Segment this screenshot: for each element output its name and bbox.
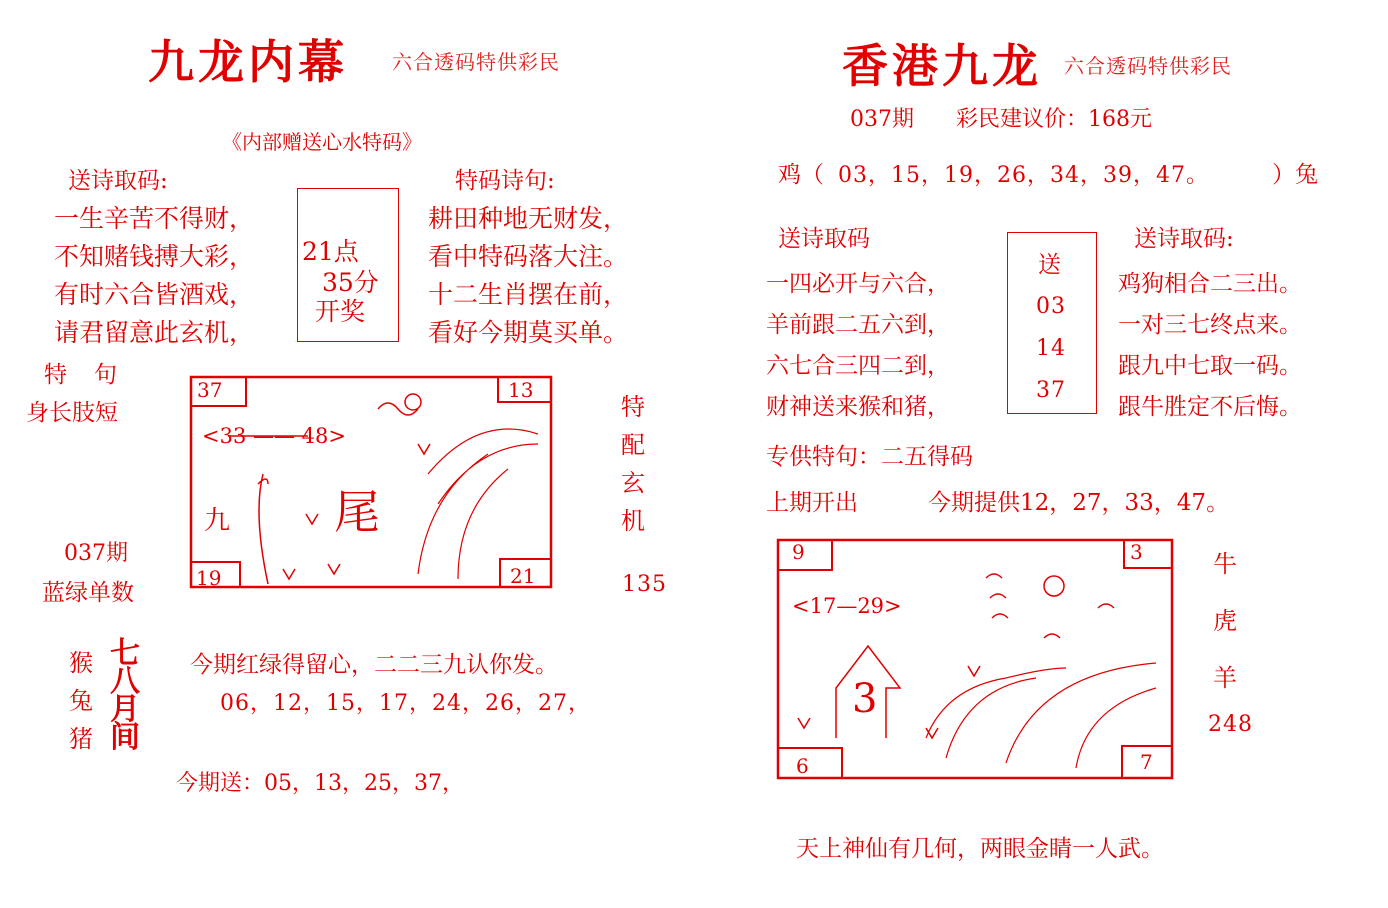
poem-line: 请君留意此玄机， — [54, 318, 255, 347]
frame-corner-bl: 6 — [796, 754, 809, 778]
gift-box-number: 37 — [1036, 378, 1066, 403]
poem-line: 耕田种地无财发， — [428, 204, 629, 233]
red-green-line: 今期红绿得留心，二二三九认你发。 — [190, 652, 558, 678]
poem-line: 财神送来猴和猪， — [766, 394, 950, 420]
left-side-vertical: 特配玄机 — [621, 393, 645, 535]
price: 彩民建议价：168元 — [956, 107, 1152, 132]
left-subtitle: 六合透码特供彩民 — [392, 50, 560, 74]
draw-time-hour: 21点 — [302, 237, 359, 266]
right-poem-left — [766, 264, 950, 428]
frame-corner-tr: 3 — [1130, 540, 1143, 564]
closing-line: 天上神仙有几何，两眼金睛一人武。 — [796, 836, 1164, 862]
numbers-line: 06，12，15，17，24，26，27， — [220, 691, 591, 716]
right-poem-header-left: 送诗取码 — [778, 226, 870, 252]
poem-line: 跟牛胜定不后悔。 — [1118, 394, 1302, 420]
gift-line: 今期送：05，13，25，37， — [176, 771, 464, 796]
phrase-label: 特 句 — [44, 362, 119, 388]
poem-line: 跟九中七取一码。 — [1118, 353, 1302, 379]
right-poem-right — [1118, 264, 1302, 428]
rooster-prefix: 鸡（ — [778, 162, 824, 188]
frame-corner-bl: 19 — [196, 566, 222, 590]
frame-corner-tl: 37 — [197, 378, 223, 402]
draw-time-label: 开奖 — [315, 297, 366, 326]
poem-line: 有时六合皆酒戏， — [54, 280, 255, 309]
offer-numbers: 今期提供12，27，33，47。 — [928, 490, 1230, 516]
right-picture-frame — [776, 538, 1176, 782]
phrase-text: 身长肢短 — [26, 400, 118, 426]
gift-box-number: 14 — [1036, 336, 1066, 361]
right-side-number: 248 — [1208, 712, 1253, 737]
gift-box-number: 03 — [1036, 294, 1066, 319]
poem-line: 十二生肖摆在前， — [428, 280, 629, 309]
rooster-numbers: 03，15，19，26，34，39，47。 — [838, 163, 1209, 188]
left-title: 九龙内幕 — [148, 35, 348, 89]
left-poem-right — [428, 200, 628, 352]
gift-box-label: 送 — [1038, 252, 1061, 278]
frame-corner-br: 7 — [1140, 750, 1153, 774]
right-poem-header-right: 送诗取码: — [1134, 226, 1234, 252]
frame-sketch-number: 3 — [852, 676, 878, 722]
poem-line: 一四必开与六合， — [766, 271, 950, 297]
right-subtitle: 六合透码特供彩民 — [1064, 54, 1232, 78]
special-phrase: 专供特句：二五得码 — [766, 444, 973, 470]
month-column: 七八月间 — [110, 636, 140, 755]
rooster-suffix: ）兔 — [1272, 162, 1318, 188]
poem-line: 鸡狗相合二三出。 — [1118, 271, 1302, 297]
poem-line: 一对三七终点来。 — [1118, 312, 1302, 338]
last-issue: 上期开出 — [766, 490, 858, 516]
frame-sketch-char: 九 — [204, 506, 231, 536]
frame-sketch-tail: 尾 — [334, 485, 380, 539]
poem-line: 看中特码落大注。 — [428, 242, 629, 271]
right-title: 香港九龙 — [842, 39, 1042, 93]
frame-sketch-range: <17—29> — [792, 594, 902, 618]
left-poem-left — [54, 200, 254, 352]
left-special-poem-header: 特码诗句: — [455, 168, 555, 194]
color-hint: 蓝绿单数 — [42, 580, 134, 606]
poem-line: 看好今期莫买单。 — [428, 318, 629, 347]
left-issue: 037期 — [64, 541, 128, 566]
right-side-vertical: 牛虎羊 — [1213, 550, 1237, 692]
frame-corner-br: 21 — [510, 564, 536, 588]
frame-sketch-range: <33 —— 48> — [202, 424, 346, 448]
draw-time-minute: 35分 — [322, 268, 379, 297]
poem-line: 不知赌钱搏大彩， — [54, 242, 255, 271]
poem-line: 一生辛苦不得财， — [54, 204, 255, 233]
right-issue: 037期 — [850, 107, 914, 132]
left-poem-header: 送诗取码: — [68, 168, 168, 194]
poem-line: 羊前跟二五六到， — [766, 312, 950, 338]
left-side-number: 135 — [622, 572, 667, 597]
left-gift-caption: 《内部赠送心水特码》 — [222, 130, 422, 154]
zodiac-column: 猴兔猪 — [69, 649, 93, 753]
poem-line: 六七合三四二到， — [766, 353, 950, 379]
frame-corner-tl: 9 — [792, 540, 805, 564]
frame-corner-tr: 13 — [508, 378, 534, 402]
